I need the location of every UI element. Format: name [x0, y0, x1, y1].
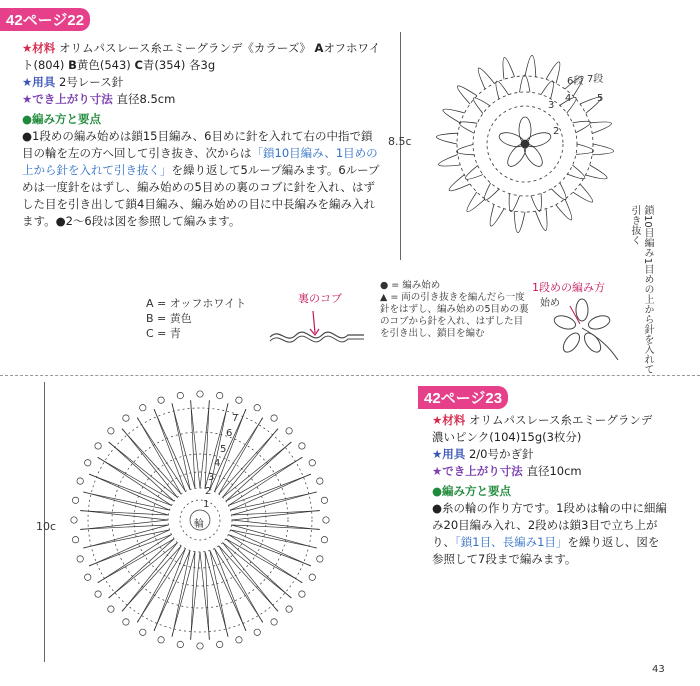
mesh-strand — [98, 535, 172, 583]
mesh-strand — [89, 474, 171, 505]
picot — [72, 537, 78, 543]
s2-method-text-2: を繰り返し、図を参照して7段まで編みます。 — [432, 535, 660, 566]
first-round-title: 1段めの編み方 — [532, 281, 605, 294]
picot — [77, 478, 83, 484]
section-divider — [0, 375, 700, 376]
vertical-note: 鎖10目編み1目めの上から針を入れて引き抜く — [629, 205, 653, 375]
outer-loop — [514, 211, 525, 232]
outer-loop — [449, 175, 470, 191]
outer-loop — [585, 165, 607, 179]
mesh-strand — [137, 549, 185, 623]
size-line — [22, 91, 382, 108]
mid-loop — [457, 144, 475, 154]
picot — [254, 629, 260, 635]
s2-tool-label: ★用具 — [432, 447, 466, 461]
legend-b: B = 黄色 — [146, 312, 192, 325]
picot — [177, 641, 183, 647]
mesh-strand — [200, 552, 210, 640]
s2-tool-line — [432, 446, 667, 463]
round-label-5: 5 — [597, 93, 604, 104]
picot — [85, 460, 91, 466]
mid-loop — [520, 75, 530, 92]
section1-tag: 42ページ22 — [0, 8, 90, 31]
mid-loop — [541, 81, 553, 99]
mesh-strand — [232, 510, 320, 520]
picot — [108, 428, 114, 434]
mid-loop — [576, 144, 594, 154]
mid-loop — [496, 81, 509, 99]
color-a-code: A — [314, 41, 324, 55]
mesh-strand — [229, 535, 311, 566]
material-text: オリムパスレース糸エミーグランデ《カラーズ》 — [58, 41, 311, 55]
picot — [140, 629, 146, 635]
note-triangle: ▲ = 両の引き抜きを編んだら一度針をはずし、編み始めの5目めの裏のコブから針を入れ、はずした目を引き出し、鎖目を編む — [380, 292, 529, 339]
round-label-4: 4 — [565, 93, 572, 104]
s2-size-text: 直径10cm — [526, 464, 582, 478]
picot — [286, 428, 292, 434]
page-number: 43 — [652, 664, 665, 675]
picot — [317, 556, 323, 562]
mesh-strand — [154, 409, 185, 491]
r2-label-1: 1 — [203, 499, 210, 510]
picot — [77, 556, 83, 562]
mid-loop — [509, 194, 519, 212]
outer-loop — [478, 68, 494, 89]
mid-loop — [567, 165, 585, 179]
first-round-illustration — [540, 298, 630, 368]
section1-text-block — [22, 40, 382, 230]
picot — [158, 397, 164, 403]
mesh-strand — [83, 530, 169, 548]
picot — [217, 641, 223, 647]
r2-label-4: 4 — [214, 458, 221, 469]
tool-label: ★用具 — [22, 75, 56, 89]
mesh-strand — [230, 492, 316, 510]
outer-loop — [503, 58, 515, 80]
diagram1-crochet-chart — [405, 22, 645, 262]
mid-loop — [465, 166, 483, 180]
mesh-strand — [230, 530, 316, 548]
picot — [123, 619, 129, 625]
diagram2-crochet-chart — [50, 380, 350, 680]
notes — [380, 280, 530, 340]
back-bump-label: 裏のコブ — [298, 292, 342, 305]
picot — [323, 517, 329, 523]
picot — [299, 443, 305, 449]
picot — [321, 497, 327, 503]
legend-c: C = 青 — [146, 327, 181, 340]
s2-material-line — [432, 412, 667, 429]
color-b-code: B — [68, 58, 77, 72]
mesh-strand — [137, 418, 185, 492]
picot — [197, 391, 203, 397]
mesh-strand — [232, 520, 320, 530]
picot — [271, 415, 277, 421]
tool-line — [22, 74, 382, 91]
picot — [85, 574, 91, 580]
method-text-1: ●1段めの編み始めは鎖15目編み、6目めに針を入れて右の中指で鎖目の輪を左の方へ回して引き抜き、次からは — [22, 129, 373, 160]
diagram1-size-label: 8.5c — [388, 135, 412, 148]
picot — [71, 517, 77, 523]
outer-loop — [556, 199, 572, 220]
outer-loop — [535, 209, 547, 231]
legend-a: A = オッフホワイト — [146, 297, 247, 310]
method-text-2: を繰り返して5ループ編みます。6ループめは一度針をはずし、編み始めの5目めの裏のコブに針を入れ、はずした目を引き出して鎖4目編み、編み始めの目に中長編みを編み入れます。●2〜6段は図を参照して編みます。 — [22, 163, 380, 228]
back-bump-illustration — [268, 305, 368, 350]
outer-loop — [490, 204, 504, 226]
picot — [271, 619, 277, 625]
mesh-strand — [98, 457, 172, 505]
picot — [309, 460, 315, 466]
mesh-strand — [190, 552, 200, 640]
picot — [108, 606, 114, 612]
mesh-strand — [210, 550, 228, 636]
mesh-strand — [190, 400, 200, 488]
petal — [519, 117, 531, 143]
picot — [197, 643, 203, 649]
picot — [158, 637, 164, 643]
picot — [177, 392, 183, 398]
outer-loop — [592, 144, 613, 155]
method-highlight: 「鎖10目編み、1目めの上から針を入れて引き抜く」 — [22, 146, 378, 177]
r2-label-5: 5 — [220, 444, 227, 455]
material-label: ★材料 — [22, 41, 56, 55]
picot — [140, 405, 146, 411]
color-c-code: C — [134, 58, 143, 72]
mesh-strand — [154, 549, 185, 631]
s2-method-text-1: ●糸の輪の作り方です。1段めは輪の中に細編み20目編み入れ、2段めは鎖3目で立ち上がり、 — [432, 501, 667, 549]
mesh-strand — [215, 549, 246, 631]
s2-tool-text: 2/0号かぎ針 — [468, 447, 534, 461]
section2-text-block — [432, 412, 667, 568]
outer-loop — [439, 154, 461, 166]
color-b-name: 黄色(543) — [76, 58, 131, 72]
size-label: ★でき上がり寸法 — [22, 92, 113, 106]
mesh-strand — [229, 474, 311, 505]
mesh-strand — [172, 403, 190, 489]
tool-text: 2号レース針 — [58, 75, 124, 89]
method-paragraph — [22, 128, 382, 230]
picot — [72, 497, 78, 503]
s2-material-color: 濃いピンク(104)15g(3枚分) — [432, 430, 582, 444]
picot — [95, 443, 101, 449]
color-legend — [146, 296, 246, 341]
outer-loop — [590, 122, 612, 134]
mid-loop — [531, 193, 541, 211]
mid-loop — [551, 183, 566, 200]
mesh-strand — [229, 457, 303, 505]
r2-label-3: 3 — [208, 472, 215, 483]
picot — [95, 591, 101, 597]
center-ring-label: 輪 — [194, 519, 204, 530]
amount: 各3g — [189, 58, 216, 72]
mid-loop — [484, 183, 499, 200]
s2-method-paragraph — [432, 500, 667, 568]
picot — [299, 591, 305, 597]
s2-material-label: ★材料 — [432, 413, 466, 427]
picot — [321, 537, 327, 543]
picot — [236, 637, 242, 643]
picot — [236, 397, 242, 403]
s2-size-line — [432, 463, 667, 480]
round-label-6: 6段 — [567, 76, 584, 87]
picot — [123, 415, 129, 421]
method-label: ●編み方と要点 — [22, 112, 102, 126]
picot — [317, 478, 323, 484]
center-dot — [521, 140, 529, 148]
picot — [254, 405, 260, 411]
round-label-2: 2 — [553, 126, 560, 137]
picot — [309, 574, 315, 580]
size-text: 直径8.5cm — [116, 92, 176, 106]
mesh-strand — [83, 492, 169, 510]
mesh-strand — [215, 549, 263, 623]
r2-label-7: 7 — [232, 413, 239, 424]
outer-loop — [467, 192, 485, 212]
color-a-name: オフホワイト(804) — [22, 41, 381, 72]
s2-size-label: ★でき上がり寸法 — [432, 464, 523, 478]
color-c-name: 青(354) — [142, 58, 186, 72]
s2-method-label: ●編み方と要点 — [432, 484, 512, 498]
s2-method-highlight: 「鎖1目、長編み1目」 — [455, 535, 568, 549]
r2-label-6: 6 — [226, 428, 233, 439]
first-round-start: 始め — [540, 298, 560, 309]
section2-tag: 42ページ23 — [418, 386, 508, 409]
picot — [286, 606, 292, 612]
picot — [217, 392, 223, 398]
s2-material-text: オリムパスレース糸エミーグランデ — [468, 413, 653, 427]
note-start: ● = 編み始め — [380, 280, 441, 291]
mesh-strand — [89, 535, 171, 566]
round-label-3: 3 — [548, 100, 555, 111]
mesh-strand — [80, 520, 168, 530]
outer-loop — [573, 184, 593, 202]
diagram2-size-label: 10c — [36, 520, 57, 533]
round-label-7: 7段 — [587, 74, 604, 85]
mesh-strand — [229, 535, 303, 583]
outer-loop — [436, 133, 457, 144]
mid-loop — [473, 98, 489, 114]
r2-label-2: 2 — [205, 486, 212, 497]
mesh-strand — [80, 510, 168, 520]
material-line — [22, 40, 382, 74]
mesh-strand — [172, 550, 190, 636]
outer-loop — [525, 55, 536, 76]
